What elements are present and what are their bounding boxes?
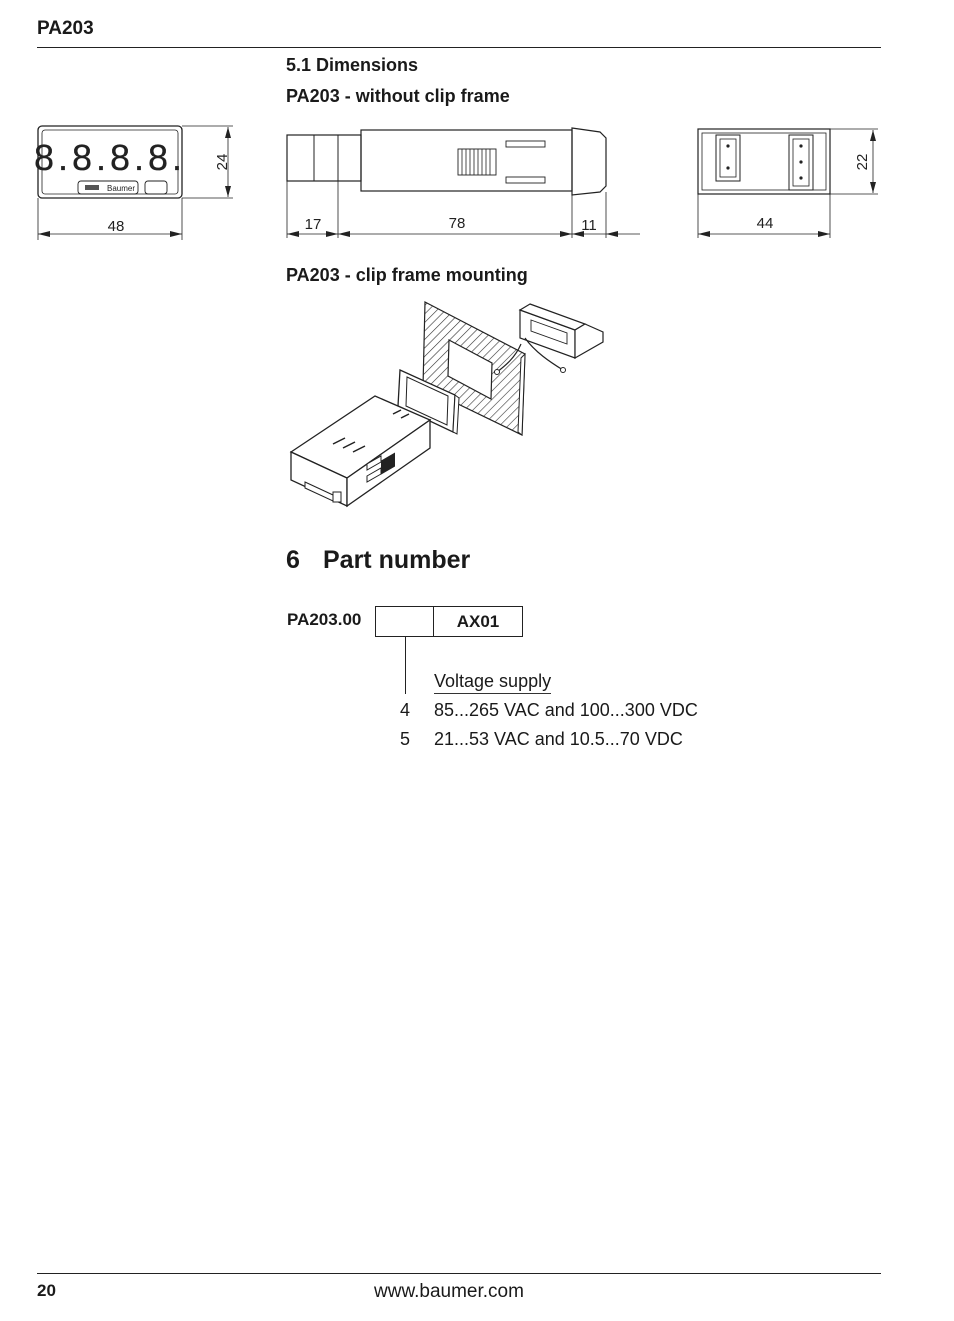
front-dim-width: 48: [107, 218, 125, 235]
voltage-supply-label: Voltage supply: [434, 671, 551, 694]
side-view-drawing: [280, 118, 650, 243]
rear-dim-width: 44: [756, 215, 774, 232]
rear-dim-height: 22: [854, 153, 871, 171]
side-dim-78: 78: [448, 215, 466, 232]
option-code: 4: [399, 700, 410, 720]
section-title: Part number: [323, 546, 471, 574]
side-dim-17: 17: [304, 216, 322, 233]
subheading-without-clip-frame: PA203 - without clip frame: [286, 86, 510, 106]
option-text: 85...265 VAC and 100...300 VDC: [434, 700, 698, 720]
brand-label: Baumer: [106, 184, 136, 193]
header-rule: [37, 47, 881, 48]
section-number: 6: [286, 546, 300, 574]
display-digits: 8.8.8.8.: [33, 137, 187, 178]
section-heading-dimensions: 5.1 Dimensions: [286, 55, 419, 75]
option-code: 5: [399, 729, 410, 749]
section-heading-part-number: [286, 546, 470, 575]
footer-rule: [37, 1273, 881, 1274]
rear-view-drawing: [690, 118, 885, 243]
part-number-prefix: PA203.00: [287, 610, 362, 629]
side-dim-11: 11: [581, 217, 597, 234]
front-view-drawing: [30, 118, 245, 243]
clip-frame-mounting-drawing: [285, 292, 615, 512]
front-dim-height: 24: [214, 153, 231, 171]
option-leader-line: [405, 637, 406, 694]
option-text: 21...53 VAC and 10.5...70 VDC: [434, 729, 683, 749]
subheading-clip-frame-mounting: PA203 - clip frame mounting: [286, 265, 528, 285]
part-number-suffix-box: AX01: [434, 606, 523, 637]
part-number-option-box: [375, 606, 434, 637]
document-header-title: PA203: [37, 18, 94, 39]
footer-url: www.baumer.com: [374, 1281, 524, 1302]
page-number: 20: [37, 1281, 56, 1300]
